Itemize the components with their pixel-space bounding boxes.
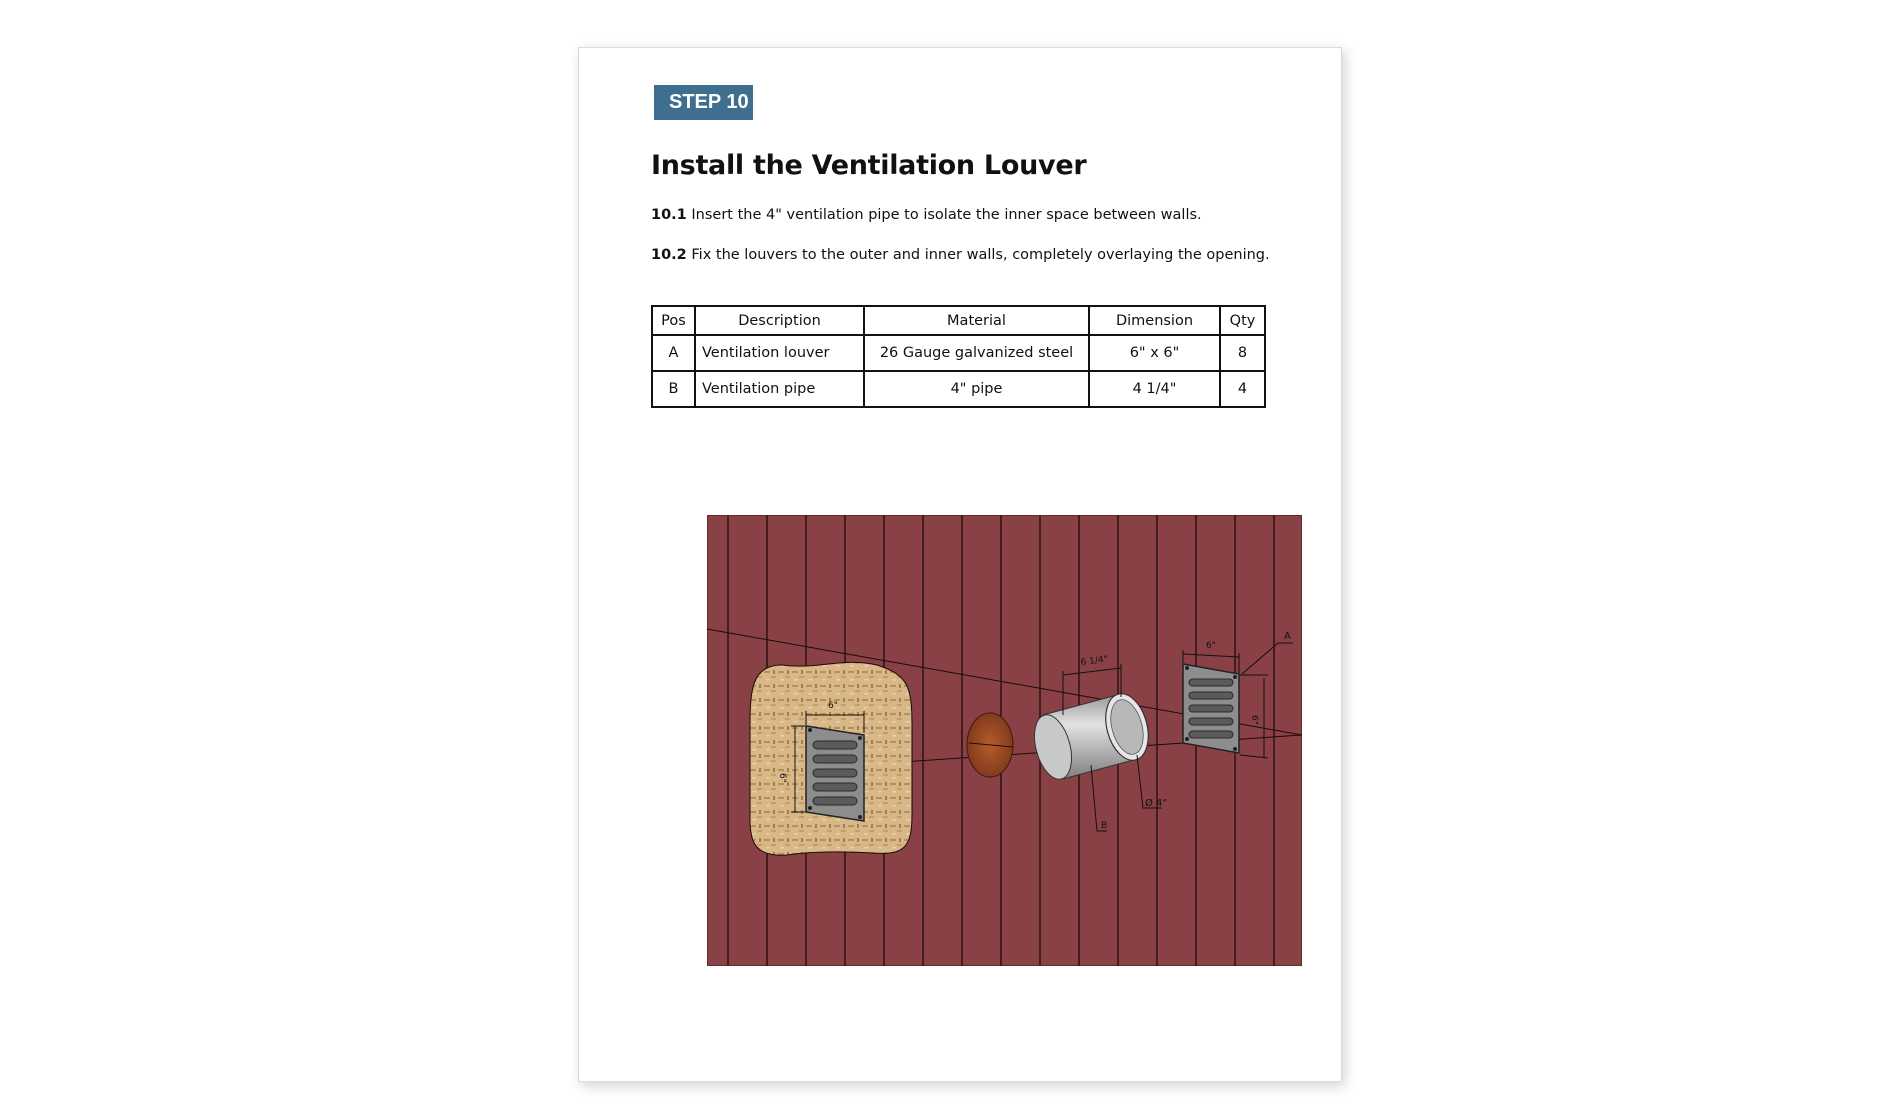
outer-louver-width-label: 6" — [1206, 641, 1216, 651]
pipe-length-label: 6 1/4" — [1080, 654, 1109, 668]
cell-dimension: 6" x 6" — [1089, 335, 1220, 371]
cell-material: 4" pipe — [864, 371, 1089, 407]
instruction-text: Insert the 4" ventilation pipe to isolate the inner space between walls. — [691, 207, 1202, 223]
cell-pos: B — [652, 371, 695, 407]
cell-qty: 8 — [1220, 335, 1265, 371]
instruction-10-1 — [651, 207, 1202, 223]
column-header-material: Material — [864, 306, 1089, 335]
part-label-b: B — [1101, 821, 1108, 831]
pipe-diameter-label: Ø 4" — [1145, 798, 1168, 809]
parts-table — [651, 305, 1266, 408]
table-row — [652, 335, 1265, 371]
inner-louver-width-label: 6" — [828, 701, 838, 711]
outer-louver-height-label: 6" — [1249, 715, 1259, 725]
instruction-10-2 — [651, 247, 1270, 263]
cell-dimension: 4 1/4" — [1089, 371, 1220, 407]
column-header-description: Description — [695, 306, 864, 335]
part-label-a: A — [1284, 631, 1291, 642]
table-row — [652, 371, 1265, 407]
column-header-dimension: Dimension — [1089, 306, 1220, 335]
document-page — [578, 47, 1342, 1082]
outer-louver — [1183, 664, 1239, 753]
ventilation-louver-illustration — [707, 515, 1302, 966]
cell-pos: A — [652, 335, 695, 371]
table-header-row — [652, 306, 1265, 335]
instruction-number: 10.2 — [651, 247, 687, 263]
cell-description: Ventilation pipe — [695, 371, 864, 407]
cell-material: 26 Gauge galvanized steel — [864, 335, 1089, 371]
cell-qty: 4 — [1220, 371, 1265, 407]
instruction-number: 10.1 — [651, 207, 687, 223]
instruction-text: Fix the louvers to the outer and inner walls, completely overlaying the opening. — [691, 247, 1270, 263]
cell-description: Ventilation louver — [695, 335, 864, 371]
inner-louver — [806, 726, 864, 821]
step-badge: STEP 10 — [654, 85, 753, 120]
column-header-qty: Qty — [1220, 306, 1265, 335]
column-header-pos: Pos — [652, 306, 695, 335]
inner-louver-height-label: 6" — [777, 773, 787, 783]
page-title: Install the Ventilation Louver — [651, 150, 1087, 181]
